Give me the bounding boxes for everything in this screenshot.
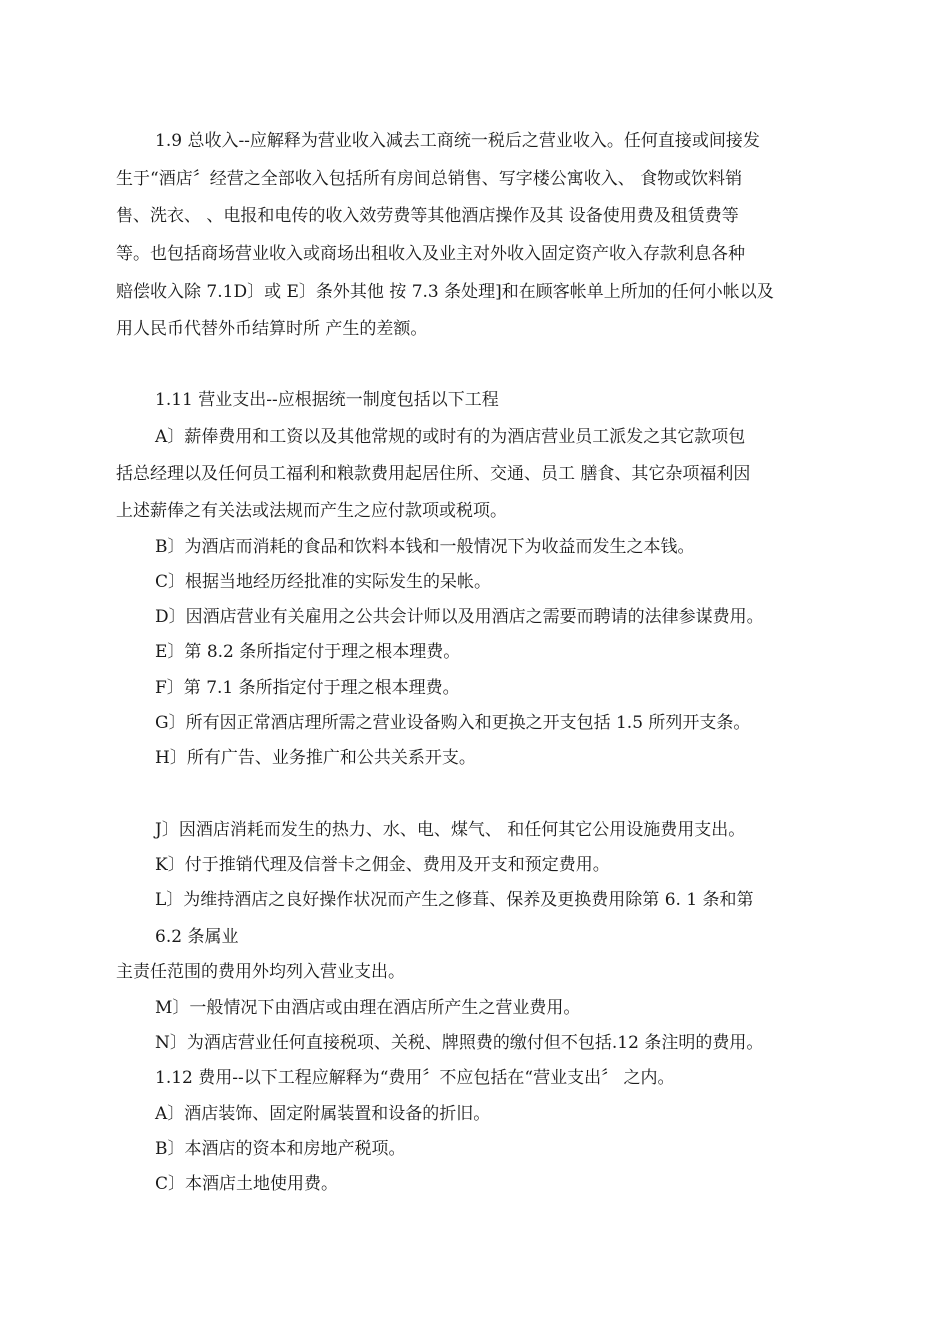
item-a-line-2: 括总经理以及任何员工福利和粮款费用起居住所、交通、员工 膳食、其它杂项福利因 xyxy=(116,464,751,484)
item-d: D〕因酒店营业有关雇用之公共会计师以及用酒店之需要而聘请的法律参谋费用。 xyxy=(155,607,764,627)
item-j: J〕因酒店消耗而发生的热力、水、电、煤气、 和任何其它公用设施费用支出。 xyxy=(155,820,746,840)
section-1-9-line-4: 等。也包括商场营业收入或商场出租收入及业主对外收入固定资产收入存款利息各种 xyxy=(116,244,745,264)
item-l-line-3: 主责任范围的费用外均列入营业支出。 xyxy=(116,962,405,982)
item-l-line-1: L〕为维持酒店之良好操作状况而产生之修葺、保养及更换费用除第 6. 1 条和第 xyxy=(155,890,754,910)
section-1-9-line-1: 1.9 总收入--应解释为营业收入减去工商统一税后之营业收入。任何直接或间接发 xyxy=(155,131,760,151)
item-h: H〕所有广告、业务推广和公共关系开支。 xyxy=(155,748,476,768)
item-f: F〕第 7.1 条所指定付于理之根本理费。 xyxy=(155,678,460,698)
section-1-11-title: 1.11 营业支出--应根据统一制度包括以下工程 xyxy=(155,390,499,410)
s12-item-b: B〕本酒店的资本和房地产税项。 xyxy=(155,1139,406,1159)
section-1-9-line-3: 售、洗衣、 、电报和电传的收入效劳费等其他酒店操作及其 设备使用费及租赁费等 xyxy=(116,206,739,226)
item-c: C〕根据当地经历经批准的实际发生的呆帐。 xyxy=(155,572,492,592)
section-1-12-title: 1.12 费用--以下工程应解释为“费用〞不应包括在“营业支出〞 之内。 xyxy=(155,1068,675,1088)
item-g: G〕所有因正常酒店理所需之营业设备购入和更换之开支包括 1.5 所列开支条。 xyxy=(155,713,751,733)
section-1-9-line-5: 赔偿收入除 7.1D〕或 E〕条外其他 按 7.3 条处理]和在顾客帐单上所加的任何小帐以及 xyxy=(116,282,774,302)
item-l-line-2: 6.2 条属业 xyxy=(155,927,239,947)
s12-item-c: C〕本酒店土地使用费。 xyxy=(155,1174,339,1194)
section-1-9-line-6: 用人民币代替外币结算时所 产生的差额。 xyxy=(116,319,428,339)
item-k: K〕付于推销代理及信誉卡之佣金、费用及开支和预定费用。 xyxy=(155,855,610,875)
item-a-line-1: A〕薪俸费用和工资以及其他常规的或时有的为酒店营业员工派发之其它款项包 xyxy=(155,427,746,447)
item-e: E〕第 8.2 条所指定付于理之根本理费。 xyxy=(155,642,461,662)
item-n: N〕为酒店营业任何直接税项、关税、牌照费的缴付但不包括.12 条注明的费用。 xyxy=(155,1033,764,1053)
item-a-line-3: 上述薪俸之有关法或法规而产生之应付款项或税项。 xyxy=(116,501,507,521)
item-m: M〕一般情况下由酒店或由理在酒店所产生之营业费用。 xyxy=(155,998,581,1018)
section-1-9-line-2: 生于“酒店〞经营之全部收入包括所有房间总销售、写字楼公寓收入、 食物或饮料销 xyxy=(116,169,743,189)
s12-item-a: A〕酒店装饰、固定附属装置和设备的折旧。 xyxy=(155,1104,491,1124)
item-b: B〕为酒店而消耗的食品和饮料本钱和一般情况下为收益而发生之本钱。 xyxy=(155,537,695,557)
